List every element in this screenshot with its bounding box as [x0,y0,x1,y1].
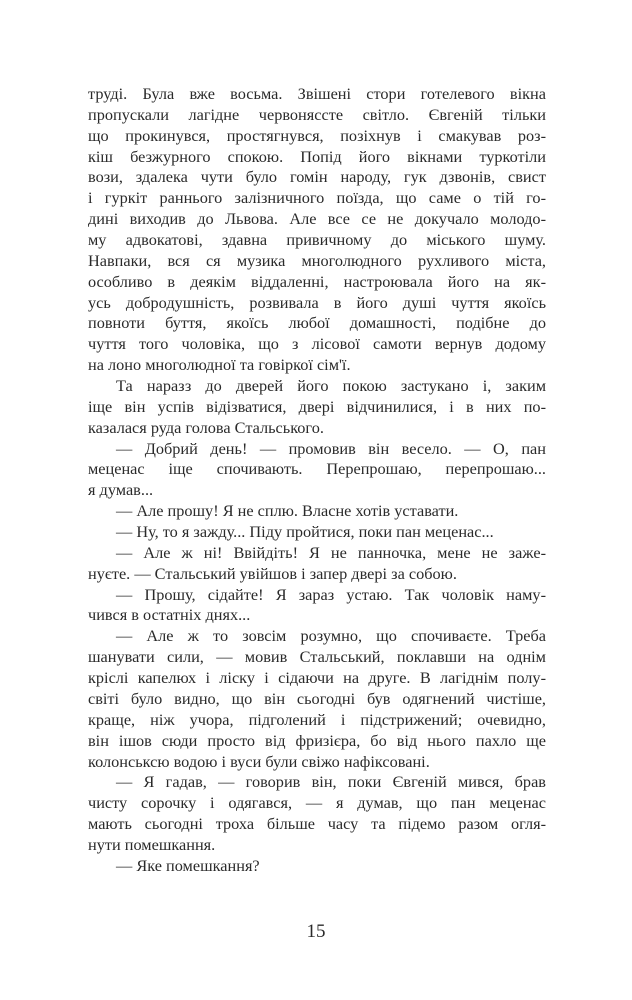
text-line: чуття того чоловіка, що з лісової самоти вернув додому [88,334,546,354]
text-line: — Але прошу! Я не сплю. Власне хотів уставати. [116,501,459,521]
text-line: — Ну, то я зажду... Піду пройтися, поки пан меценас... [116,522,494,542]
text-line: на лоно многолюдної та говіркої сім'ї. [88,355,351,375]
text-line: пропускали лагідне червоняссте світло. Євгеній тільки [88,104,546,124]
text-line: колонськсю водою і вуси були свіжо нафіксовані. [88,751,430,771]
text-line: нути помешкання. [88,834,216,854]
text-line: що прокинувся, простягнувся, позіхнув і смакував роз- [88,125,546,145]
text-line: усь добродушність, розвивала в його душі чуття якоїсь [88,292,546,312]
paragraph [88,84,546,376]
paragraph [88,439,546,502]
paragraph [88,856,546,877]
text-line: — Але ж то зовсім розумно, що спочиваєте. Треба [116,626,546,646]
paragraph [88,543,546,585]
text-line: краще, ніж учора, підголений і підстрижений; очевидно, [88,709,546,729]
paragraph [88,626,546,772]
text-line: — Добрий день! — промовив він весело. — О, пан [116,438,546,458]
text-line: і гуркіт раннього залізничного поїзда, що саме о тій го- [88,188,546,208]
text-line: повноти буття, якоїсь любої домашності, подібне до [88,313,546,333]
paragraph [88,585,546,627]
text-line: — Я гадав, — говорив він, поки Євгеній мився, брав [116,772,546,792]
text-line: труді. Була вже восьма. Звішені стори готелевого вікна [88,84,546,103]
text-line: — Яке помешкання? [116,855,260,875]
text-line: мають сьогодні троха більше часу та підемо разом огля- [88,814,546,834]
text-line: чився в остатніх днях... [88,605,251,625]
text-line: кріслі капелюх і ліску і сідаючи на друге. В лагіднім полу- [88,668,546,688]
text-line: кіш безжурного спокою. Попід його вікнами туркотіли [88,146,546,166]
text-line: меценас іще спочивають. Перепрошаю, перепрошаю... [88,459,546,479]
paragraph [88,376,546,439]
page-body-text [88,84,546,877]
paragraph [88,772,546,855]
text-line: казалася руда голова Стальського. [88,417,324,437]
text-line: — Прошу, сідайте! Я зараз устаю. Так чоловік наму- [116,584,546,604]
text-line: світі було видно, що він сьогодні був одягнений чистіше, [88,688,546,708]
text-line: я думав... [88,480,154,500]
text-line: шанувати сили, — мовив Стальський, поклавши на однім [88,647,546,667]
text-line: іще він успів відізватися, двері відчинилися, і в них по- [88,396,546,416]
text-line: Та наразз до дверей його покою застукано і, заким [116,376,546,396]
text-line: він ішов сюди просто від фризієра, бо від нього пахло ще [88,730,546,750]
text-line: — Але ж ні! Ввійдіть! Я не панночка, мене не заже- [116,542,546,562]
text-line: му адвокатові, здавна привичному до міського шуму. [88,230,546,250]
page-number: 15 [306,921,326,942]
text-line: вози, здалека чути було гомін народу, гук дзвонів, свист [88,167,546,187]
paragraph [88,501,546,522]
text-line: чисту сорочку і одягався, — я думав, що пан меценас [88,793,546,813]
text-line: дині виходив до Львова. Але все се не докучало молодо- [88,209,546,229]
text-line: Навпаки, вся ся музика многолюдного рухливого міста, [88,250,546,270]
text-line: нуєте. — Стальський увійшов і запер двері за собою. [88,563,457,583]
text-line: особливо в деякім віддаленні, настроювала його на як- [88,271,546,291]
paragraph [88,522,546,543]
